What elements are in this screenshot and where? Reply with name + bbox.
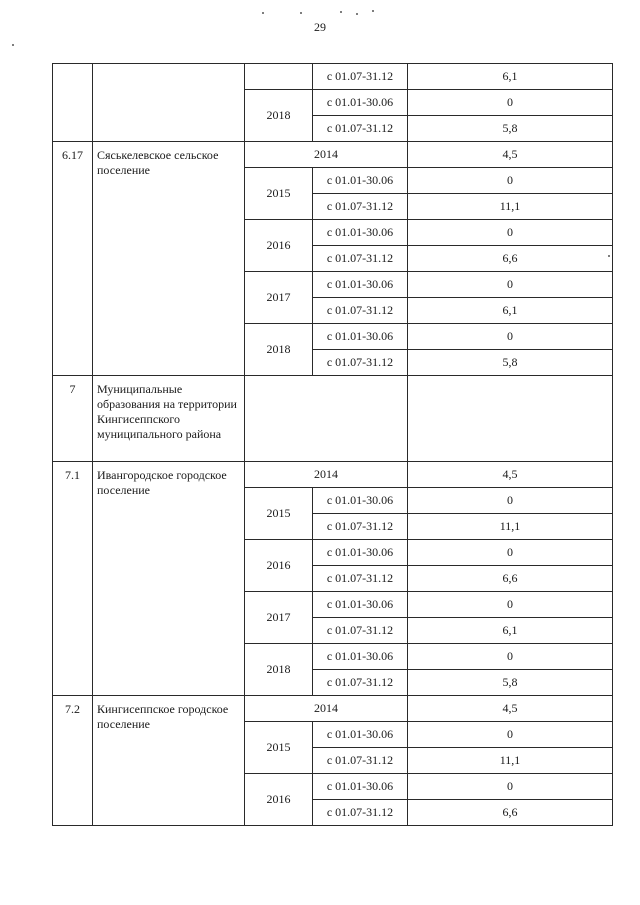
page-number: 29 xyxy=(314,20,326,34)
period-cell: с 01.07-31.12 xyxy=(313,116,408,142)
tariff-value: 0 xyxy=(408,540,613,566)
tariff-value: 5,8 xyxy=(408,670,613,696)
municipality-name: Ивангородское городское поселение xyxy=(93,462,245,696)
tariff-value: 0 xyxy=(408,324,613,350)
tariff-value: 0 xyxy=(408,644,613,670)
year-cell: 2016 xyxy=(245,220,313,272)
period-cell: с 01.01-30.06 xyxy=(313,592,408,618)
year-cell: 2018 xyxy=(245,90,313,142)
period-cell: с 01.01-30.06 xyxy=(313,644,408,670)
scan-speck xyxy=(12,44,14,46)
empty-cell xyxy=(245,376,408,462)
tariff-value: 0 xyxy=(408,168,613,194)
scan-speck xyxy=(262,12,264,14)
period-cell: с 01.07-31.12 xyxy=(313,298,408,324)
tariff-value: 0 xyxy=(408,774,613,800)
period-cell: с 01.07-31.12 xyxy=(313,194,408,220)
row-number xyxy=(53,64,93,142)
scan-speck xyxy=(356,13,358,15)
tariff-table-body xyxy=(53,64,613,826)
period-cell: с 01.01-30.06 xyxy=(313,540,408,566)
tariff-value: 6,6 xyxy=(408,566,613,592)
table-row-group-header xyxy=(53,376,613,462)
tariff-value: 11,1 xyxy=(408,748,613,774)
scan-speck xyxy=(340,11,342,13)
period-cell: с 01.01-30.06 xyxy=(313,488,408,514)
tariff-value: 5,8 xyxy=(408,116,613,142)
period-cell: с 01.01-30.06 xyxy=(313,90,408,116)
year-cell: 2018 xyxy=(245,644,313,696)
period-cell: с 01.01-30.06 xyxy=(313,220,408,246)
year-cell: 2017 xyxy=(245,272,313,324)
period-cell: с 01.07-31.12 xyxy=(313,350,408,376)
year-cell: 2014 xyxy=(245,462,408,488)
year-cell: 2015 xyxy=(245,488,313,540)
table-row xyxy=(53,142,613,168)
municipality-name: Сяськелевское сельское поселение xyxy=(93,142,245,376)
tariff-value: 5,8 xyxy=(408,350,613,376)
row-number: 6.17 xyxy=(53,142,93,376)
tariff-value: 4,5 xyxy=(408,462,613,488)
tariff-value: 0 xyxy=(408,488,613,514)
tariff-value: 0 xyxy=(408,90,613,116)
year-cell: 2015 xyxy=(245,168,313,220)
period-cell: с 01.07-31.12 xyxy=(313,514,408,540)
period-cell: с 01.07-31.12 xyxy=(313,64,408,90)
tariff-value: 4,5 xyxy=(408,142,613,168)
table-row xyxy=(53,696,613,722)
year-cell: 2015 xyxy=(245,722,313,774)
period-cell: с 01.01-30.06 xyxy=(313,774,408,800)
tariff-value: 6,1 xyxy=(408,618,613,644)
period-cell: с 01.07-31.12 xyxy=(313,748,408,774)
tariff-table-wrapper xyxy=(52,63,613,826)
row-number: 7.1 xyxy=(53,462,93,696)
tariff-value: 0 xyxy=(408,272,613,298)
year-cell: 2014 xyxy=(245,696,408,722)
year-cell: 2016 xyxy=(245,774,313,826)
municipality-name xyxy=(93,64,245,142)
year-cell: 2016 xyxy=(245,540,313,592)
municipality-name: Кингисеппское городское поселение xyxy=(93,696,245,826)
tariff-value: 0 xyxy=(408,722,613,748)
empty-cell xyxy=(408,376,613,462)
period-cell: с 01.01-30.06 xyxy=(313,722,408,748)
period-cell: с 01.07-31.12 xyxy=(313,246,408,272)
tariff-value: 11,1 xyxy=(408,194,613,220)
year-cell: 2017 xyxy=(245,592,313,644)
table-row xyxy=(53,462,613,488)
tariff-value: 11,1 xyxy=(408,514,613,540)
period-cell: с 01.01-30.06 xyxy=(313,272,408,298)
scan-speck xyxy=(300,12,302,14)
period-cell: с 01.07-31.12 xyxy=(313,670,408,696)
period-cell: с 01.07-31.12 xyxy=(313,800,408,826)
period-cell: с 01.01-30.06 xyxy=(313,168,408,194)
tariff-value: 0 xyxy=(408,220,613,246)
year-cell: 2014 xyxy=(245,142,408,168)
row-number: 7.2 xyxy=(53,696,93,826)
tariff-table xyxy=(52,63,613,826)
tariff-value: 6,1 xyxy=(408,298,613,324)
tariff-value: 0 xyxy=(408,592,613,618)
scan-speck xyxy=(372,10,374,12)
period-cell: с 01.07-31.12 xyxy=(313,618,408,644)
year-cell xyxy=(245,64,313,90)
tariff-value: 6,6 xyxy=(408,800,613,826)
period-cell: с 01.01-30.06 xyxy=(313,324,408,350)
municipality-name: Муниципальные образования на территории Кингисеппского муниципального района xyxy=(93,376,245,462)
tariff-value: 4,5 xyxy=(408,696,613,722)
row-number: 7 xyxy=(53,376,93,462)
tariff-value: 6,6 xyxy=(408,246,613,272)
period-cell: с 01.07-31.12 xyxy=(313,566,408,592)
year-cell: 2018 xyxy=(245,324,313,376)
table-row xyxy=(53,64,613,90)
tariff-value: 6,1 xyxy=(408,64,613,90)
scan-speck xyxy=(608,255,610,257)
